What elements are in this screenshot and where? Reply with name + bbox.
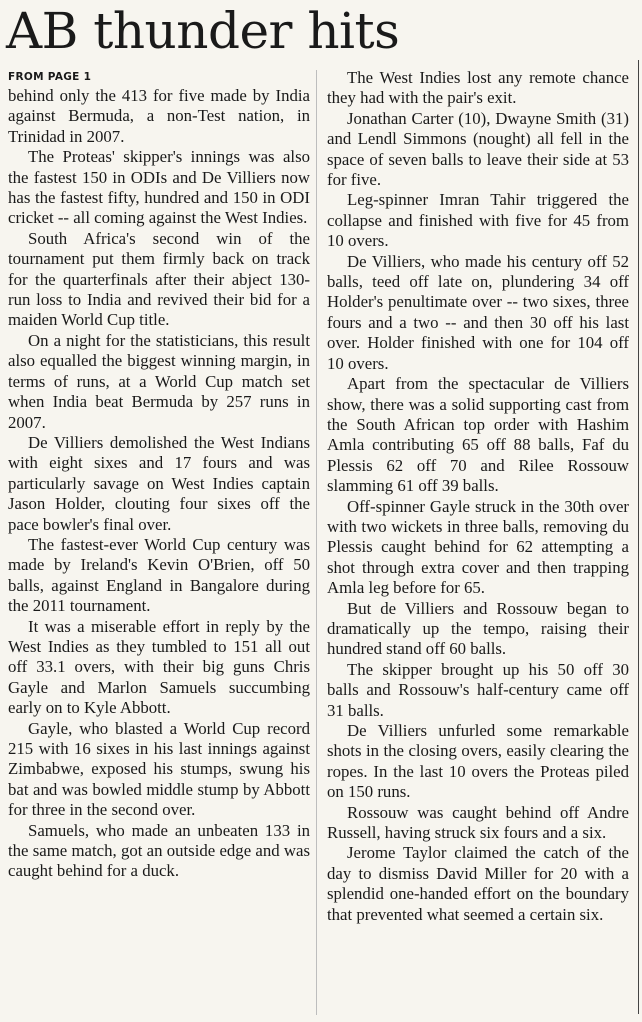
paragraph: It was a miserable effort in reply by the West Indies as they tumbled to 151 all out off 33.1 overs, with their big guns Chris Gayle and Marlon Samuels succumbing early on to Kyle Abbott. (8, 616, 310, 718)
paragraph: South Africa's second win of the tournament put them firmly back on track for the quarterfinals after their abject 130-run loss to India and revived their bid for a maiden World Cup title. (8, 228, 310, 330)
paragraph: De Villiers demolished the West Indians with eight sixes and 17 fours and was particularly savage on West Indies captain Jason Holder, clouting four sixes off the pace bowler's final over. (8, 432, 310, 534)
paragraph: De Villiers unfurled some remarkable shots in the closing overs, easily clearing the ropes. In the last 10 overs the Proteas piled on 150 runs. (327, 721, 629, 802)
paragraph: Gayle, who blasted a World Cup record 215 with 16 sixes in his last innings against Zimbabwe, exposed his stumps, swung his bat and was bowled middle stump by Abbott for three in the second over. (8, 718, 310, 820)
paragraph: De Villiers, who made his century off 52 balls, teed off late on, plundering 34 off Holder's penultimate over -- two sixes, three fours and a two -- and then 30 off his last over. Holder finished with one for 104 off 10 overs. (327, 251, 629, 373)
paragraph: The skipper brought up his 50 off 30 balls and Rossouw's half-century came off 31 balls. (327, 659, 629, 720)
column-divider (316, 70, 317, 1015)
headline: AB thunder hits (6, 2, 400, 60)
paragraph: The Proteas' skipper's innings was also the fastest 150 in ODIs and De Villiers now has the fastest fifty, hundred and 150 in ODI cricket -- all coming against the West Indies. (8, 147, 310, 228)
source-label: FROM PAGE 1 (8, 71, 92, 83)
paragraph: Apart from the spectacular de Villiers show, there was a solid supporting cast from the South African top order with Hashim Amla contributing 65 off 88 balls, Faf du Plessis 62 off 70 and Rilee Rossouw slamming 61 off 39 balls. (327, 374, 629, 496)
paragraph: On a night for the statisticians, this result also equalled the biggest winning margin, in terms of runs, at a World Cup match set when India beat Bermuda by 257 runs in 2007. (8, 330, 310, 432)
paragraph: behind only the 413 for five made by India against Bermuda, a non-Test nation, in Trinidad in 2007. (8, 86, 310, 146)
article-right-column (327, 68, 629, 925)
paragraph: The fastest-ever World Cup century was made by Ireland's Kevin O'Brien, off 50 balls, against England in Bangalore during the 2011 tournament. (8, 534, 310, 616)
paragraph: Jerome Taylor claimed the catch of the day to dismiss David Miller for 20 with a splendid one-handed effort on the boundary that prevented what seemed a certain six. (327, 843, 629, 924)
paragraph: The West Indies lost any remote chance they had with the pair's exit. (327, 68, 629, 108)
article-left-column (8, 68, 310, 882)
page-edge-rule (638, 60, 639, 1014)
paragraph: Rossouw was caught behind off Andre Russell, having struck six fours and a six. (327, 802, 629, 843)
paragraph: Samuels, who made an unbeaten 133 in the same match, got an outside edge and was caught behind for a duck. (8, 820, 310, 881)
paragraph: Leg-spinner Imran Tahir triggered the collapse and finished with five for 45 from 10 overs. (327, 190, 629, 251)
paragraph: Jonathan Carter (10), Dwayne Smith (31) and Lendl Simmons (nought) all fell in the space of seven balls to leave their side at 53 for five. (327, 108, 629, 190)
paragraph: But de Villiers and Rossouw began to dramatically up the tempo, raising their hundred stand off 60 balls. (327, 598, 629, 659)
paragraph: Off-spinner Gayle struck in the 30th over with two wickets in three balls, removing du Plessis caught behind for 62 attempting a shot through extra cover and then trapping Amla leg before for 65. (327, 496, 629, 598)
